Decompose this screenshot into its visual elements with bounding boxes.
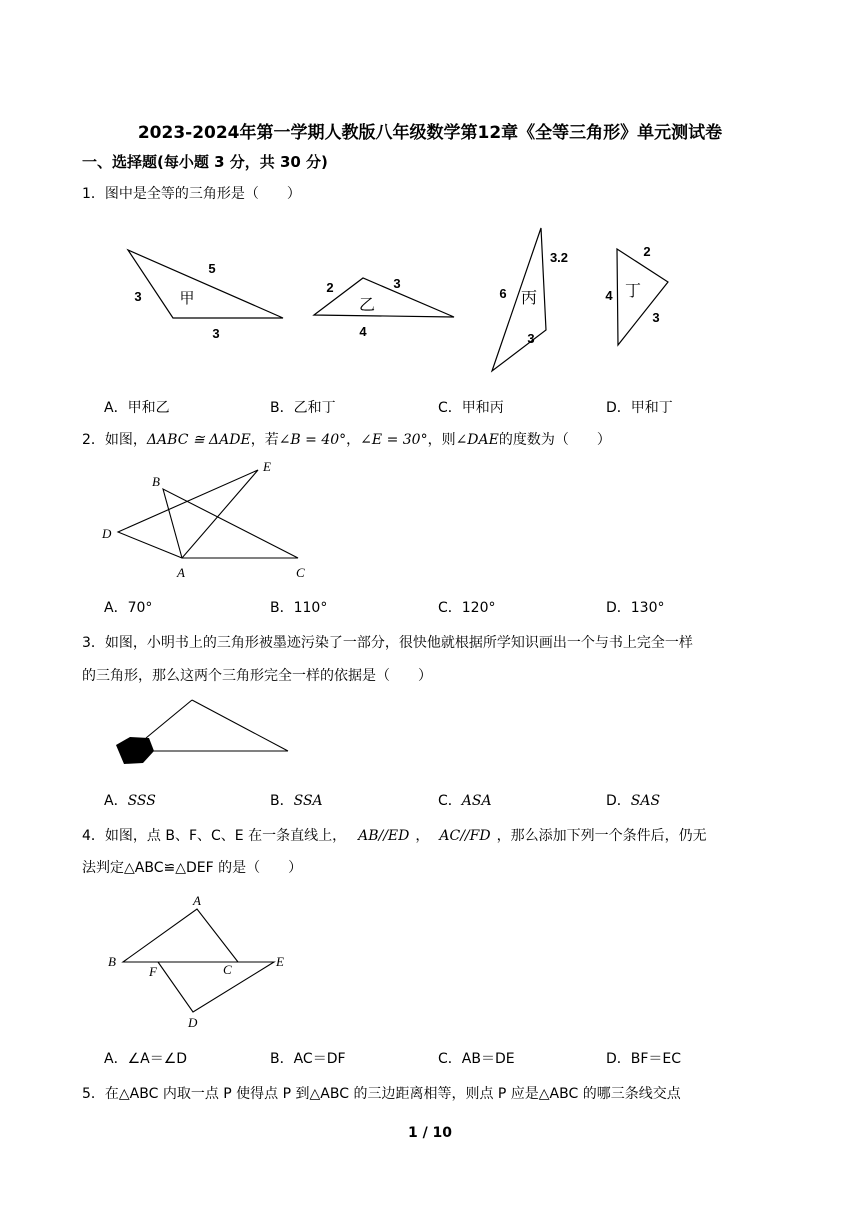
q3-option-d: D．SAS: [606, 793, 661, 809]
q2-option-b: B．110°: [270, 600, 328, 616]
ding-name: 丁: [624, 283, 642, 300]
bing-name: 丙: [520, 290, 538, 307]
point-b: B: [152, 474, 160, 489]
q2-option-a: A．70°: [104, 600, 153, 616]
q4-option-d: D．BF＝EC: [606, 1051, 682, 1067]
q2-option-d: D．130°: [606, 600, 665, 616]
q3-option-c: C．ASA: [438, 793, 492, 809]
yi-name: 乙: [358, 297, 376, 314]
q4-option-a: A．∠A＝∠D: [104, 1051, 188, 1067]
question-2-stem: 2．如图，ΔABC ≅ ΔADE，若∠B = 40°，∠E = 30°，则∠DAE的度数为（ ）: [82, 432, 611, 448]
point-c: C: [296, 565, 305, 580]
triangle-abc-q4: [123, 909, 238, 962]
q4-point-c: C: [223, 962, 232, 977]
section-heading: 一、选择题(每小题 3 分，共 30 分): [82, 153, 328, 171]
q4-point-d: D: [188, 1015, 198, 1030]
bing-side-bottom: 3: [527, 331, 535, 346]
yi-side-left: 2: [326, 280, 334, 295]
question-3-stem-line-1: 3．如图，小明书上的三角形被墨迹污染了一部分，很快他就根据所学知识画出一个与书上完全一样: [82, 635, 693, 651]
question-4-stem-line-1: 4．如图，点 B、F、C、E 在一条直线上， AB//ED ， AC//FD ，那么添加下列一个条件后，仍无: [82, 828, 707, 844]
q1-option-d: D．甲和丁: [606, 400, 673, 416]
q4-point-e: E: [276, 954, 284, 969]
q4-point-b: B: [108, 954, 116, 969]
q4-point-a: A: [193, 893, 201, 908]
q3-option-b: B．SSA: [270, 793, 323, 809]
triangle-def-q4: [158, 962, 274, 1012]
page-number: 1 / 10: [407, 1125, 453, 1141]
ding-side-left: 4: [605, 288, 613, 303]
point-e: E: [263, 459, 271, 474]
q1-option-b: B．乙和丁: [270, 400, 336, 416]
yi-side-right: 3: [393, 276, 401, 291]
point-d: D: [102, 526, 112, 541]
yi-side-bottom: 4: [359, 324, 367, 339]
q1-option-c: C．甲和丙: [438, 400, 504, 416]
q4-option-c: C．AB＝DE: [438, 1051, 515, 1067]
question-3-stem-line-2: 的三角形，那么这两个三角形完全一样的依据是（ ）: [82, 668, 432, 684]
ding-side-top: 2: [643, 244, 651, 259]
jia-name: 甲: [179, 290, 195, 307]
jia-side-bottom: 3: [212, 326, 220, 341]
jia-side-left: 3: [134, 289, 142, 304]
bing-side-left: 6: [499, 286, 507, 301]
q1-option-a: A．甲和乙: [104, 400, 170, 416]
question-4-stem-line-2: 法判定△ABC≌△DEF 的是（ ）: [82, 860, 303, 876]
q2-option-c: C．120°: [438, 600, 496, 616]
question-5-stem: 5．在△ABC 内取一点 P 使得点 P 到△ABC 的三边距离相等，则点 P 应是△ABC 的哪三条线交点: [82, 1086, 681, 1102]
bing-side-right: 3.2: [549, 250, 569, 265]
ding-side-right: 3: [652, 310, 660, 325]
q4-point-f: F: [149, 964, 157, 979]
point-a: A: [177, 565, 185, 580]
q3-option-a: A．SSS: [104, 793, 156, 809]
question-1-stem: 1．图中是全等的三角形是（ ）: [82, 186, 301, 202]
jia-side-top: 5: [208, 261, 216, 276]
q4-option-b: B．AC＝DF: [270, 1051, 346, 1067]
page-title: 2023-2024年第一学期人教版八年级数学第12章《全等三角形》单元测试卷: [137, 123, 723, 143]
